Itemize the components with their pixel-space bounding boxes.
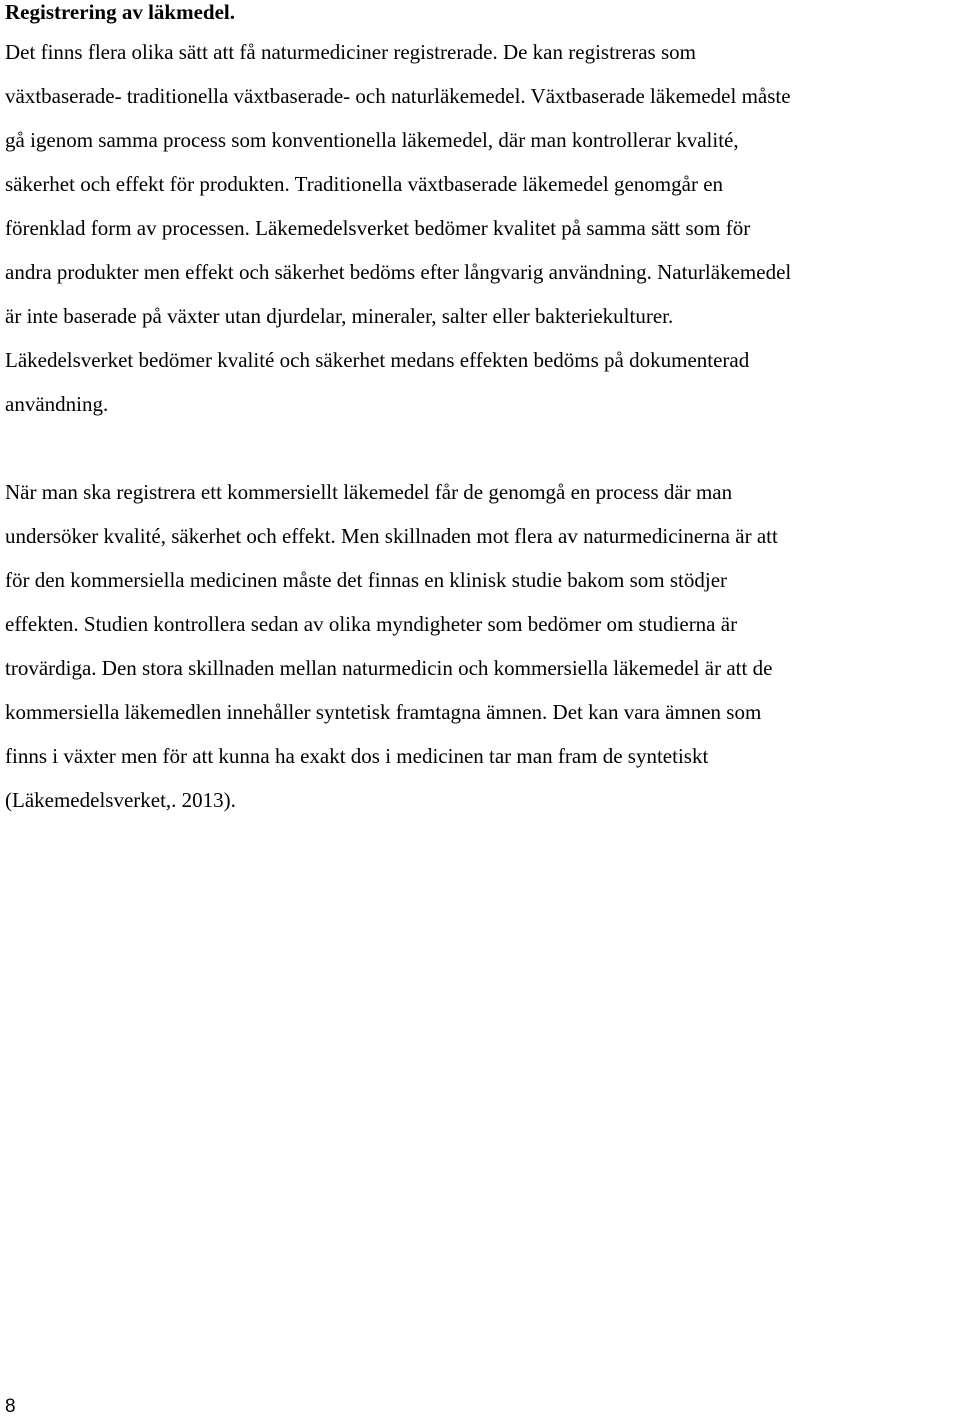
- text-line: (Läkemedelsverket,. 2013).: [5, 788, 236, 812]
- paragraph-commercial-medicine: [5, 470, 960, 822]
- text-line: effekten. Studien kontrollera sedan av olika myndigheter som bedömer om studierna är: [5, 612, 738, 636]
- text-line: förenklad form av processen. Läkemedelsverket bedömer kvalitet på samma sätt som för: [5, 216, 751, 240]
- text-line: växtbaserade- traditionella växtbaserade- och naturläkemedel. Växtbaserade läkemedel måste: [5, 84, 791, 108]
- text-line: När man ska registrera ett kommersiellt läkemedel får de genomgå en process där man: [5, 480, 733, 504]
- text-line: trovärdiga. Den stora skillnaden mellan naturmedicin och kommersiella läkemedel är att de: [5, 656, 773, 680]
- section-heading: Registrering av läkmedel.: [5, 0, 235, 24]
- text-line: gå igenom samma process som konventionella läkemedel, där man kontrollerar kvalité,: [5, 128, 739, 152]
- document-page: [5, 0, 960, 822]
- text-line: undersöker kvalité, säkerhet och effekt. Men skillnaden mot flera av naturmedicinerna är att: [5, 524, 778, 548]
- text-line: andra produkter men effekt och säkerhet bedöms efter långvarig användning. Naturläkemedel: [5, 260, 792, 284]
- paragraph-registration-types: [5, 30, 960, 426]
- text-line: användning.: [5, 392, 109, 416]
- text-line: är inte baserade på växter utan djurdelar, mineraler, salter eller bakteriekulturer.: [5, 304, 674, 328]
- text-line: säkerhet och effekt för produkten. Traditionella växtbaserade läkemedel genomgår en: [5, 172, 724, 196]
- page-number: 8: [5, 1396, 16, 1417]
- text-line: Det finns flera olika sätt att få naturmediciner registrerade. De kan registreras som: [5, 40, 696, 64]
- text-line: finns i växter men för att kunna ha exakt dos i medicinen tar man fram de syntetiskt: [5, 744, 709, 768]
- text-line: för den kommersiella medicinen måste det finnas en klinisk studie bakom som stödjer: [5, 568, 728, 592]
- text-line: kommersiella läkemedlen innehåller syntetisk framtagna ämnen. Det kan vara ämnen som: [5, 700, 762, 724]
- text-line: Läkedelsverket bedömer kvalité och säkerhet medans effekten bedöms på dokumenterad: [5, 348, 750, 372]
